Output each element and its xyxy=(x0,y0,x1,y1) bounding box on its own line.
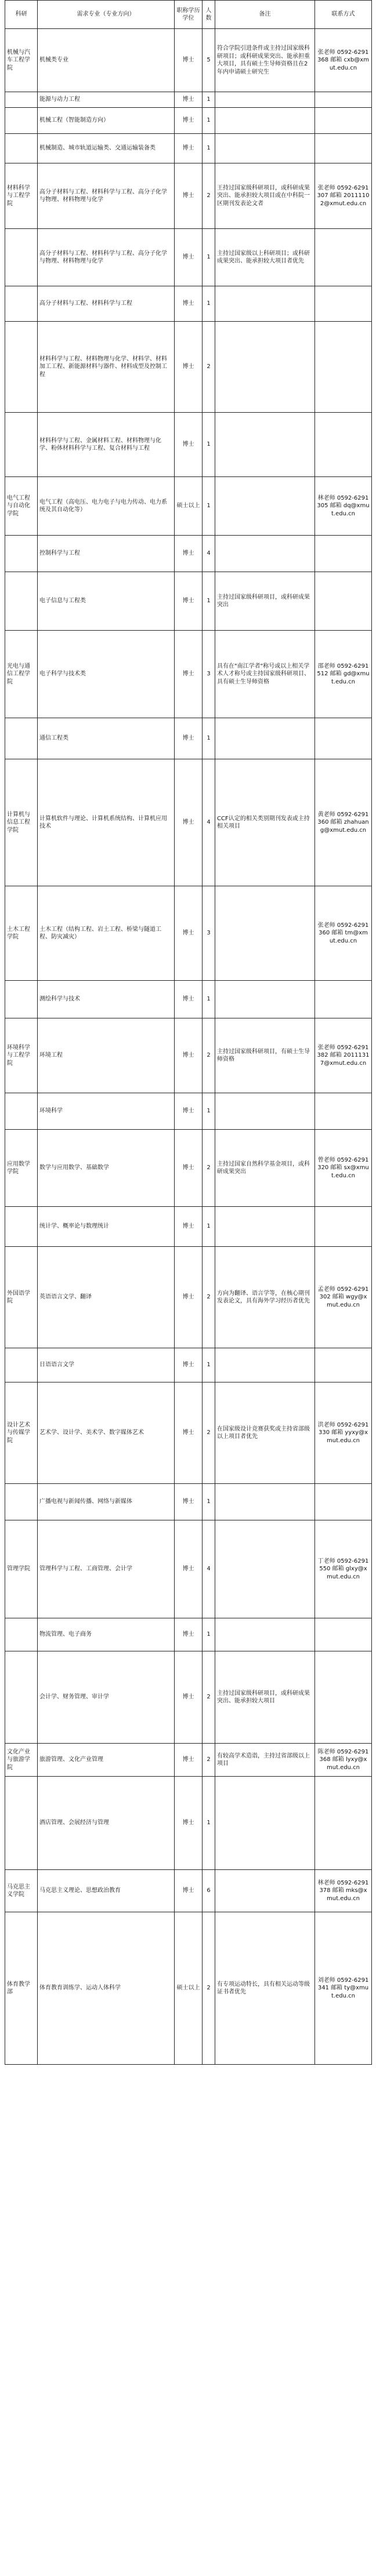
table-row xyxy=(5,1912,372,2065)
major-cell: 材料科学与工程、材料物理与化学、材料学、材料加工工程、新能源材料与器件、材料成型及控制工程 xyxy=(38,322,175,413)
notes-cell: 主持过国家级科研项目，或科研成果突出 xyxy=(215,572,315,631)
degree-cell: 博士 xyxy=(175,108,203,134)
table-row xyxy=(5,886,372,981)
count-cell: 1 xyxy=(203,1618,215,1651)
table-body xyxy=(5,29,372,2065)
header-degree: 职称学历学位 xyxy=(175,1,203,29)
count-cell: 1 xyxy=(203,92,215,108)
institute-cell xyxy=(5,1348,38,1382)
major-cell: 环境科学 xyxy=(38,1093,175,1130)
contact-cell[interactable]: 刘老师 0592-6291341 邮箱 ty@xmut.edu.cn xyxy=(315,1912,372,2065)
institute-cell xyxy=(5,1484,38,1520)
contact-cell[interactable] xyxy=(315,1618,372,1651)
table-row xyxy=(5,1618,372,1651)
count-cell: 2 xyxy=(203,1651,215,1744)
count-cell: 1 xyxy=(203,286,215,322)
institute-cell xyxy=(5,1651,38,1744)
table-row xyxy=(5,1348,372,1382)
contact-cell[interactable]: 张老师 0592-6291307 邮箱 20111102@xmut.edu.cn xyxy=(315,163,372,229)
major-cell: 管理科学与工程、工商管理、会计学 xyxy=(38,1520,175,1618)
contact-cell[interactable]: 丁老师 0592-6291550 邮箱 glxy@xmut.edu.cn xyxy=(315,1520,372,1618)
major-cell: 机械制造、城市轨道运输类、交通运输装备类 xyxy=(38,134,175,163)
degree-cell: 博士 xyxy=(175,1520,203,1618)
table-row xyxy=(5,477,372,536)
count-cell: 1 xyxy=(203,1207,215,1247)
count-cell: 5 xyxy=(203,29,215,92)
major-cell: 物流管理、电子商务 xyxy=(38,1618,175,1651)
table-row xyxy=(5,1484,372,1520)
notes-cell xyxy=(215,413,315,477)
notes-cell: 在国家级设计竞赛获奖或主持省部级以上项目者优先 xyxy=(215,1382,315,1484)
major-cell: 统计学、概率论与数理统计 xyxy=(38,1207,175,1247)
degree-cell: 硕士以上 xyxy=(175,477,203,536)
count-cell: 3 xyxy=(203,631,215,718)
degree-cell: 博士 xyxy=(175,1651,203,1744)
institute-cell: 电气工程与自动化学院 xyxy=(5,477,38,536)
count-cell: 1 xyxy=(203,134,215,163)
table-row xyxy=(5,229,372,286)
contact-cell[interactable]: 黄老师 0592-6291360 邮箱 zhahuang@xmut.edu.cn xyxy=(315,759,372,886)
notes-cell: 主持过国家级科研项目，或科研成果突出、能承担较大项目 xyxy=(215,1651,315,1744)
major-cell: 旅游管理、文化产业管理 xyxy=(38,1744,175,1777)
contact-cell[interactable] xyxy=(315,1207,372,1247)
notes-cell: 符合学院引进条件或主持过国家级科研项目；或科研成果突出、能承担重大项目，具有硕士生导师资格且在2年内申请硕士研究生 xyxy=(215,29,315,92)
institute-cell xyxy=(5,1777,38,1870)
table-row xyxy=(5,1207,372,1247)
degree-cell: 博士 xyxy=(175,886,203,981)
contact-cell[interactable]: 张老师 0592-6291382 邮箱 20111317@xmut.edu.cn xyxy=(315,1018,372,1093)
institute-cell: 设计艺术与传媒学院 xyxy=(5,1382,38,1484)
institute-cell xyxy=(5,286,38,322)
major-cell: 机械工程（智能制造方向） xyxy=(38,108,175,134)
table-row xyxy=(5,1247,372,1348)
major-cell: 高分子材料与工程、材料科学与工程、高分子化学与物理、材料物理与化学 xyxy=(38,163,175,229)
major-cell: 测绘科学与技术 xyxy=(38,981,175,1018)
degree-cell: 博士 xyxy=(175,1484,203,1520)
contact-cell[interactable]: 孟老师 0592-6291302 邮箱 wgy@xmut.edu.cn xyxy=(315,1247,372,1348)
table-row xyxy=(5,1130,372,1207)
degree-cell: 博士 xyxy=(175,413,203,477)
table-row xyxy=(5,718,372,759)
degree-cell: 博士 xyxy=(175,759,203,886)
count-cell: 1 xyxy=(203,981,215,1018)
degree-cell: 博士 xyxy=(175,92,203,108)
institute-cell: 马克思主义学院 xyxy=(5,1870,38,1912)
institute-cell xyxy=(5,108,38,134)
table-row xyxy=(5,759,372,886)
table-row xyxy=(5,134,372,163)
contact-cell[interactable] xyxy=(315,1348,372,1382)
count-cell: 3 xyxy=(203,886,215,981)
notes-cell xyxy=(215,886,315,981)
count-cell: 2 xyxy=(203,1018,215,1093)
institute-cell xyxy=(5,229,38,286)
degree-cell: 博士 xyxy=(175,29,203,92)
institute-cell xyxy=(5,718,38,759)
table-row xyxy=(5,1744,372,1777)
major-cell: 酒店管理、会展经济与管理 xyxy=(38,1777,175,1870)
degree-cell: 硕士以上 xyxy=(175,1912,203,2065)
count-cell: 2 xyxy=(203,163,215,229)
degree-cell: 博士 xyxy=(175,229,203,286)
notes-cell: 方向为翻译、语言学等，在核心期刊发表论文，具有海外学习经历者优先 xyxy=(215,1247,315,1348)
contact-cell[interactable] xyxy=(315,1484,372,1520)
institute-cell: 文化产业与旅游学院 xyxy=(5,1744,38,1777)
header-institute: 科研 xyxy=(5,1,38,29)
table-row xyxy=(5,1018,372,1093)
degree-cell: 博士 xyxy=(175,1348,203,1382)
major-cell: 艺术学、设计学、美术学、数字媒体艺术 xyxy=(38,1382,175,1484)
major-cell: 高分子材料与工程、材料科学与工程 xyxy=(38,286,175,322)
notes-cell: 具有在"南江学者"称号或以上相关学术人才称号或主持国家级科研项目、具有硕士生导师资格 xyxy=(215,631,315,718)
major-cell: 土木工程（结构工程、岩土工程、桥梁与隧道工程、防灾减灾） xyxy=(38,886,175,981)
contact-cell[interactable] xyxy=(315,1777,372,1870)
contact-cell[interactable] xyxy=(315,536,372,572)
notes-cell xyxy=(215,92,315,108)
degree-cell: 博士 xyxy=(175,572,203,631)
contact-cell[interactable]: 林老师 0592-6291378 邮箱 mks@xmut.edu.cn xyxy=(315,1870,372,1912)
degree-cell: 博士 xyxy=(175,1382,203,1484)
institute-cell xyxy=(5,1093,38,1130)
major-cell: 控制科学与工程 xyxy=(38,536,175,572)
notes-cell: 王持过国家级科研项目，或科研成果突出、能承担较大项目或在中科院一区期刊发表论文者 xyxy=(215,163,315,229)
contact-cell[interactable]: 曾老师 0592-6291320 邮箱 sx@xmut.edu.cn xyxy=(315,1130,372,1207)
count-cell: 2 xyxy=(203,322,215,413)
notes-cell: 主持过国家级以上科研项目；或科研成果突出、能承担较大项目者优先 xyxy=(215,229,315,286)
degree-cell: 博士 xyxy=(175,1018,203,1093)
notes-cell xyxy=(215,477,315,536)
notes-cell: 有专项运动特长，具有相关运动等级证书者优先 xyxy=(215,1912,315,2065)
institute-cell: 计算机与信息工程学院 xyxy=(5,759,38,886)
count-cell: 2 xyxy=(203,1247,215,1348)
notes-cell xyxy=(215,322,315,413)
count-cell: 2 xyxy=(203,1744,215,1777)
count-cell: 4 xyxy=(203,1520,215,1618)
table-row xyxy=(5,1870,372,1912)
degree-cell: 博士 xyxy=(175,286,203,322)
institute-cell: 应用数学学院 xyxy=(5,1130,38,1207)
count-cell: 1 xyxy=(203,108,215,134)
institute-cell xyxy=(5,92,38,108)
institute-cell xyxy=(5,1618,38,1651)
count-cell: 1 xyxy=(203,1484,215,1520)
degree-cell: 博士 xyxy=(175,163,203,229)
count-cell: 1 xyxy=(203,1348,215,1382)
count-cell: 6 xyxy=(203,1870,215,1912)
institute-cell xyxy=(5,981,38,1018)
table-row xyxy=(5,413,372,477)
notes-cell xyxy=(215,1093,315,1130)
table-row xyxy=(5,108,372,134)
contact-cell[interactable] xyxy=(315,1093,372,1130)
count-cell: 1 xyxy=(203,572,215,631)
table-row xyxy=(5,29,372,92)
table-row xyxy=(5,1520,372,1618)
degree-cell: 博士 xyxy=(175,1618,203,1651)
notes-cell xyxy=(215,536,315,572)
major-cell: 通信工程类 xyxy=(38,718,175,759)
degree-cell: 博士 xyxy=(175,1744,203,1777)
table-row xyxy=(5,1777,372,1870)
major-cell: 能源与动力工程 xyxy=(38,92,175,108)
notes-cell xyxy=(215,1348,315,1382)
table-row xyxy=(5,536,372,572)
notes-cell: 有较高学术造诣，主持过省部级以上项目 xyxy=(215,1744,315,1777)
institute-cell: 管理学院 xyxy=(5,1520,38,1618)
count-cell: 1 xyxy=(203,718,215,759)
contact-cell[interactable] xyxy=(315,981,372,1018)
institute-cell: 光电与通信工程学院 xyxy=(5,631,38,718)
count-cell: 1 xyxy=(203,1777,215,1870)
institute-cell: 体育教学部 xyxy=(5,1912,38,2065)
count-cell: 2 xyxy=(203,1912,215,2065)
notes-cell xyxy=(215,1618,315,1651)
institute-cell: 环境科学与工程学院 xyxy=(5,1018,38,1093)
count-cell: 2 xyxy=(203,1130,215,1207)
institute-cell xyxy=(5,572,38,631)
major-cell: 广播电视与新闻传播、网络与新媒体 xyxy=(38,1484,175,1520)
contact-cell[interactable] xyxy=(315,572,372,631)
major-cell: 材料科学与工程、金属材料工程、材料物理与化学、粉体材料科学与工程、复合材料与工程 xyxy=(38,413,175,477)
major-cell: 日语语言文学 xyxy=(38,1348,175,1382)
table-row xyxy=(5,163,372,229)
contact-cell[interactable] xyxy=(315,134,372,163)
notes-cell: 主持过国家级科研项目，有硕士生导师资格 xyxy=(215,1018,315,1093)
table-row xyxy=(5,1382,372,1484)
table-row xyxy=(5,1093,372,1130)
degree-cell: 博士 xyxy=(175,981,203,1018)
contact-cell[interactable]: 张老师 0592-6291368 邮箱 cxb@xmut.edu.cn xyxy=(315,29,372,92)
institute-cell: 外国语学院 xyxy=(5,1247,38,1348)
header-count: 人数 xyxy=(203,1,215,29)
contact-cell[interactable]: 邵老师 0592-6291512 邮箱 gd@xmut.edu.cn xyxy=(315,631,372,718)
count-cell: 1 xyxy=(203,229,215,286)
contact-cell[interactable]: 林老师 0592-6291305 邮箱 dq@xmut.edu.cn xyxy=(315,477,372,536)
header-major: 需求专业（专业方向） xyxy=(38,1,175,29)
table-row xyxy=(5,322,372,413)
major-cell: 马克思主义理论、思想政治教育 xyxy=(38,1870,175,1912)
institute-cell xyxy=(5,134,38,163)
contact-cell[interactable] xyxy=(315,413,372,477)
table-row xyxy=(5,1651,372,1744)
major-cell: 电子信息与工程类 xyxy=(38,572,175,631)
major-cell: 英语语言文学、翻译 xyxy=(38,1247,175,1348)
table-header-row xyxy=(5,1,372,29)
contact-cell[interactable]: 陈老师 0592-6291368 邮箱 lyxy@xmut.edu.cn xyxy=(315,1744,372,1777)
degree-cell: 博士 xyxy=(175,1093,203,1130)
major-cell: 环境工程 xyxy=(38,1018,175,1093)
contact-cell[interactable]: 张老师 0592-6291360 邮箱 tm@xmut.edu.cn xyxy=(315,886,372,981)
contact-cell[interactable] xyxy=(315,1651,372,1744)
header-notes: 备注 xyxy=(215,1,315,29)
notes-cell xyxy=(215,1777,315,1870)
count-cell: 4 xyxy=(203,759,215,886)
major-cell: 电子科学与技术类 xyxy=(38,631,175,718)
contact-cell[interactable] xyxy=(315,108,372,134)
table-row xyxy=(5,981,372,1018)
institute-cell xyxy=(5,1207,38,1247)
institute-cell: 材料科学与工程学院 xyxy=(5,163,38,229)
degree-cell: 博士 xyxy=(175,1130,203,1207)
table-row xyxy=(5,631,372,718)
contact-cell[interactable] xyxy=(315,322,372,413)
notes-cell xyxy=(215,1207,315,1247)
degree-cell: 博士 xyxy=(175,1870,203,1912)
contact-cell[interactable]: 洪老师 0592-6291330 邮箱 yyxy@xmut.edu.cn xyxy=(315,1382,372,1484)
major-cell: 计算机软件与理论、计算机系统结构、计算机应用技术 xyxy=(38,759,175,886)
institute-cell: 土木工程学院 xyxy=(5,886,38,981)
notes-cell xyxy=(215,286,315,322)
notes-cell xyxy=(215,718,315,759)
count-cell: 1 xyxy=(203,1093,215,1130)
major-cell: 高分子材料与工程、材料科学与工程、高分子化学与物理、材料物理与化学 xyxy=(38,229,175,286)
notes-cell xyxy=(215,1520,315,1618)
major-cell: 体育教育训练学、运动人体科学 xyxy=(38,1912,175,2065)
header-contact: 联系方式 xyxy=(315,1,372,29)
institute-cell xyxy=(5,322,38,413)
count-cell: 1 xyxy=(203,413,215,477)
major-cell: 机械类专业 xyxy=(38,29,175,92)
degree-cell: 博士 xyxy=(175,322,203,413)
contact-cell[interactable] xyxy=(315,718,372,759)
recruitment-table xyxy=(5,0,372,2065)
institute-cell: 机械与汽车工程学院 xyxy=(5,29,38,92)
notes-cell: CCF认定的相关类别期刊发表或主持相关项目 xyxy=(215,759,315,886)
contact-cell[interactable] xyxy=(315,92,372,108)
table-row xyxy=(5,572,372,631)
table-row xyxy=(5,286,372,322)
count-cell: 2 xyxy=(203,1382,215,1484)
count-cell: 1 xyxy=(203,477,215,536)
major-cell: 会计学、财务管理、审计学 xyxy=(38,1651,175,1744)
degree-cell: 博士 xyxy=(175,1777,203,1870)
degree-cell: 博士 xyxy=(175,1247,203,1348)
notes-cell xyxy=(215,1870,315,1912)
notes-cell xyxy=(215,1484,315,1520)
degree-cell: 博士 xyxy=(175,1207,203,1247)
table-row xyxy=(5,92,372,108)
institute-cell xyxy=(5,413,38,477)
degree-cell: 博士 xyxy=(175,134,203,163)
major-cell: 数学与应用数学、基础数学 xyxy=(38,1130,175,1207)
contact-cell[interactable] xyxy=(315,286,372,322)
major-cell: 电气工程（高电压、电力电子与电力传动、电力系统及其自动化等） xyxy=(38,477,175,536)
notes-cell: 主持过国家自然科学基金项目，或科研成果突出 xyxy=(215,1130,315,1207)
degree-cell: 博士 xyxy=(175,631,203,718)
institute-cell xyxy=(5,536,38,572)
contact-cell[interactable] xyxy=(315,229,372,286)
notes-cell xyxy=(215,981,315,1018)
notes-cell xyxy=(215,108,315,134)
count-cell: 4 xyxy=(203,536,215,572)
recruitment-table-page xyxy=(5,0,371,2065)
notes-cell xyxy=(215,134,315,163)
degree-cell: 博士 xyxy=(175,718,203,759)
degree-cell: 博士 xyxy=(175,536,203,572)
